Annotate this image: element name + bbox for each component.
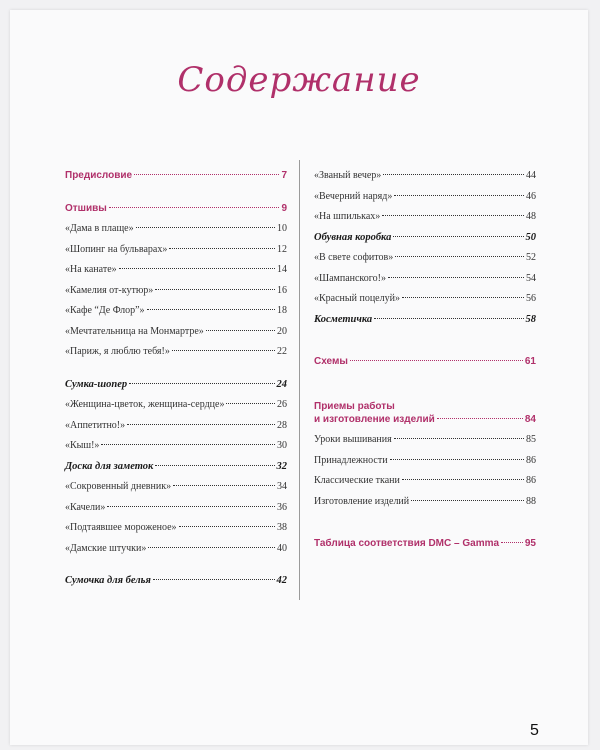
toc-entry-title: «Дама в плаще» (65, 223, 134, 234)
toc-entry-title: Отшивы (65, 202, 107, 214)
toc-entry[interactable] (65, 326, 287, 347)
toc-entry-title: и изготовление изделий (314, 413, 435, 425)
toc-entry-title: «Шопинг на бульварах» (65, 243, 168, 255)
toc-right-column (314, 170, 536, 559)
toc-entry-title: «Мечтательница на Монмартре» (65, 325, 204, 337)
dot-leader (206, 330, 275, 331)
toc-entry-title: Уроки вышивания (314, 434, 392, 445)
toc-entry-page: 36 (277, 501, 287, 513)
toc-entry-title: «Париж, я люблю тебя!» (65, 346, 170, 357)
dot-leader (350, 360, 523, 361)
toc-entry-title: Косметичка (314, 313, 373, 325)
dot-leader (394, 195, 524, 196)
toc-entry-title: «Камелия от-кутюр» (65, 284, 154, 296)
toc-entry-page: 42 (276, 575, 287, 586)
toc-entry-title: «Женщина-цветок, женщина-сердце» (65, 399, 225, 410)
toc-entry-title: Сумочка для белья (65, 575, 151, 586)
dot-leader (147, 309, 275, 310)
toc-entry-page: 16 (277, 284, 287, 296)
dot-leader (394, 438, 524, 439)
column-divider (299, 160, 300, 600)
toc-entry-page: 26 (277, 399, 287, 410)
toc-entry-page: 50 (525, 231, 536, 243)
toc-entry-page: 12 (277, 243, 287, 255)
page-number: 5 (530, 722, 539, 739)
toc-entry-page: 54 (526, 272, 536, 284)
toc-entry[interactable] (65, 264, 287, 285)
toc-entry[interactable] (65, 170, 287, 191)
toc-entry-page: 9 (281, 202, 287, 214)
spacer (314, 377, 536, 399)
toc-entry[interactable] (314, 170, 536, 191)
toc-entry-page: 44 (526, 170, 536, 181)
dot-leader (107, 506, 275, 507)
toc-entry[interactable] (314, 455, 536, 476)
page-title: Содержание (177, 60, 421, 100)
dot-leader (148, 547, 275, 548)
dot-leader (501, 542, 523, 543)
dot-leader (382, 215, 524, 216)
toc-entry[interactable] (65, 481, 287, 502)
toc-entry[interactable] (314, 232, 536, 253)
dot-leader (374, 318, 523, 319)
toc-entry-title: «На шпильках» (314, 211, 381, 222)
toc-entry-page: 86 (526, 454, 536, 466)
dot-leader (134, 174, 279, 175)
toc-entry-page: 10 (277, 223, 287, 234)
toc-entry-page: 7 (281, 170, 287, 181)
spacer (314, 516, 536, 538)
toc-entry-title: «Шампанского!» (314, 272, 386, 284)
toc-entry-title: Классические ткани (314, 475, 400, 486)
dot-leader (109, 207, 280, 208)
toc-entry-page: 61 (524, 356, 536, 367)
dot-leader (402, 297, 524, 298)
toc-entry-page: 18 (277, 305, 287, 316)
toc-entry-title: «Званый вечер» (314, 170, 382, 181)
dot-leader (226, 403, 275, 404)
toc-entry[interactable] (314, 314, 536, 335)
toc-entry[interactable] (314, 475, 536, 496)
spacer (314, 334, 536, 356)
toc-entry-page: 84 (524, 413, 536, 425)
toc-entry-title: «Кыш!» (65, 440, 100, 451)
toc-entry-title: Обувная коробка (314, 231, 392, 243)
dot-leader (179, 526, 275, 527)
toc-entry-title: «Аппетитно!» (65, 419, 126, 431)
toc-entry-page: 22 (277, 346, 287, 357)
dot-leader (390, 459, 524, 460)
dot-leader (119, 268, 275, 269)
toc-entry-page: 14 (277, 264, 287, 275)
dot-leader (155, 465, 274, 466)
toc-entry[interactable] (65, 223, 287, 244)
dot-leader (173, 485, 275, 486)
toc-entry[interactable] (314, 496, 536, 517)
toc-entry-title: Принадлежности (314, 454, 388, 466)
book-page (10, 10, 588, 745)
toc-entry[interactable] (65, 440, 287, 461)
spacer (65, 367, 287, 379)
toc-entry-page: 20 (277, 325, 287, 337)
dot-leader (155, 289, 275, 290)
toc-entry[interactable] (314, 538, 536, 559)
toc-entry[interactable] (314, 211, 536, 232)
toc-entry-title: «На канате» (65, 264, 117, 275)
dot-leader (101, 444, 275, 445)
dot-leader (393, 236, 523, 237)
toc-entry-page: 32 (276, 460, 287, 472)
toc-entry-title: Доска для заметок (65, 460, 154, 472)
dot-leader (411, 500, 524, 501)
toc-entry[interactable] (314, 356, 536, 377)
toc-entry[interactable] (65, 346, 287, 367)
toc-left-column (65, 170, 287, 596)
toc-entry-page: 30 (277, 440, 287, 451)
toc-entry[interactable] (314, 273, 536, 294)
toc-entry[interactable] (65, 305, 287, 326)
toc-entry[interactable] (65, 502, 287, 523)
toc-entry-title: «Подтаявшее мороженое» (65, 522, 177, 533)
toc-entry[interactable] (65, 203, 287, 224)
toc-entry[interactable] (65, 420, 287, 441)
toc-entry-title: «Дамские штучки» (65, 542, 147, 554)
toc-entry-page: 58 (525, 313, 536, 325)
dot-leader (172, 350, 275, 351)
toc-entry[interactable] (314, 191, 536, 212)
toc-entry[interactable] (314, 434, 536, 455)
toc-entry[interactable] (65, 575, 287, 596)
toc-entry-title: Предисловие (65, 170, 133, 181)
toc-entry[interactable] (65, 399, 287, 420)
toc-entry[interactable] (314, 252, 536, 273)
toc-entry[interactable] (314, 414, 536, 435)
dot-leader (127, 424, 275, 425)
dot-leader (129, 383, 274, 384)
toc-entry-page: 38 (277, 522, 287, 533)
toc-entry-page: 86 (526, 475, 536, 486)
toc-entry[interactable] (65, 543, 287, 564)
toc-entry[interactable] (65, 285, 287, 306)
toc-entry-title: «В свете софитов» (314, 252, 394, 263)
dot-leader (153, 579, 275, 580)
dot-leader (383, 174, 524, 175)
toc-entry-page: 88 (526, 495, 536, 507)
dot-leader (388, 277, 524, 278)
toc-entry[interactable] (65, 461, 287, 482)
spacer (65, 563, 287, 575)
toc-entry-title: «Красный поцелуй» (314, 293, 400, 304)
toc-entry-page: 46 (526, 190, 536, 202)
toc-entry-page: 34 (277, 481, 287, 492)
dot-leader (395, 256, 524, 257)
toc-entry-page: 95 (524, 538, 536, 549)
spacer (65, 191, 287, 203)
toc-entry[interactable] (65, 244, 287, 265)
toc-entry-title: «Вечерний наряд» (314, 190, 393, 202)
toc-entry-page: 85 (526, 434, 536, 445)
toc-entry-page: 28 (277, 419, 287, 431)
toc-entry-title: «Качели» (65, 501, 106, 513)
toc-entry-page: 48 (526, 211, 536, 222)
toc-entry-page: 52 (526, 252, 536, 263)
toc-entry[interactable] (314, 293, 536, 314)
dot-leader (437, 418, 523, 419)
toc-entry-page: 40 (277, 542, 287, 554)
toc-entry-title: Изготовление изделий (314, 495, 410, 507)
dot-leader (136, 227, 275, 228)
toc-entry-page: 24 (276, 378, 287, 390)
toc-entry[interactable] (65, 522, 287, 543)
toc-entry-page: 56 (526, 293, 536, 304)
toc-entry-title: Схемы (314, 356, 348, 367)
toc-entry-title: «Сокровенный дневник» (65, 481, 172, 492)
toc-section-heading: Приемы работы (314, 400, 395, 412)
toc-entry-title: Таблица соответствия DMC – Gamma (314, 538, 500, 549)
dot-leader (402, 479, 524, 480)
toc-entry[interactable] (65, 379, 287, 400)
toc-entry-title: Сумка-шопер (65, 378, 128, 390)
dot-leader (169, 248, 275, 249)
toc-entry-title: «Кафе “Де Флор”» (65, 305, 145, 316)
